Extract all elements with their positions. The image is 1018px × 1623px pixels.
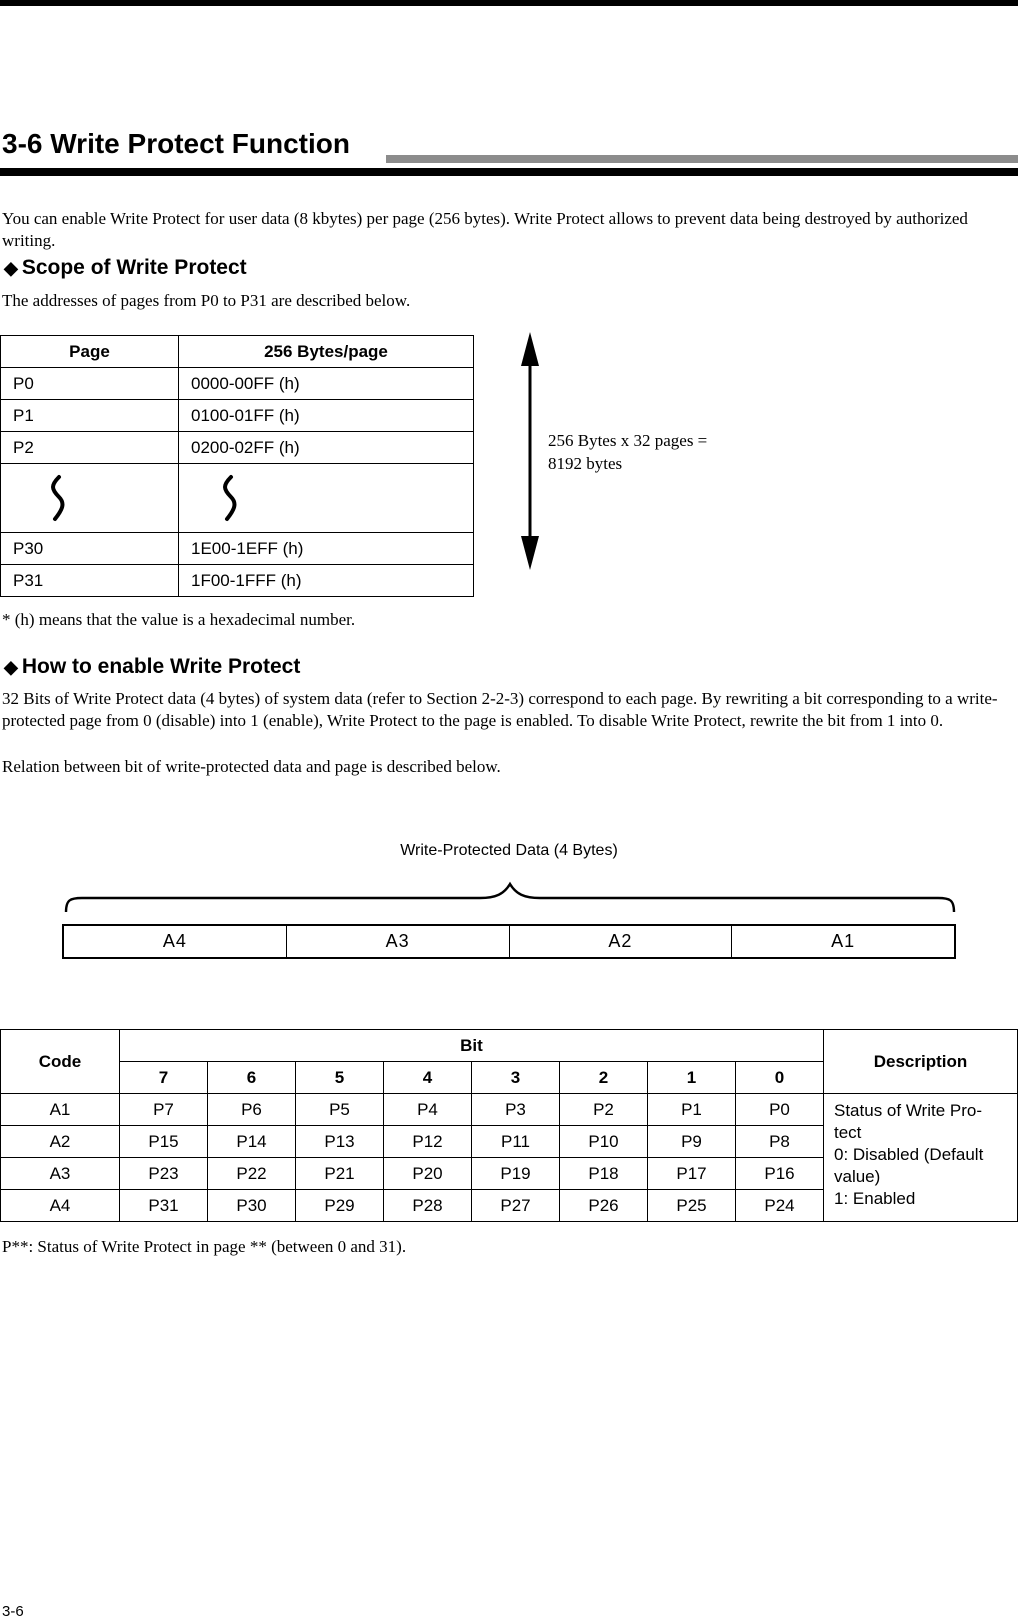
diamond-bullet-icon: ◆ (4, 657, 18, 677)
page-bit-cell: P28 (384, 1190, 472, 1222)
page-bit-cell: P24 (736, 1190, 824, 1222)
page-bit-cell: P16 (736, 1158, 824, 1190)
address-cell: 1E00-1EFF (h) (179, 533, 474, 565)
table-row (1, 368, 474, 400)
address-cell: 0200-02FF (h) (179, 432, 474, 464)
scope-description: The addresses of pages from P0 to P31 are described below. (2, 291, 411, 310)
description-cell (824, 1094, 1018, 1222)
relation-paragraph: Relation between bit of write-protected data and page is described below. (2, 757, 501, 776)
code-header: Code (1, 1030, 120, 1094)
description-line: tect (834, 1123, 862, 1142)
bit-number: 2 (560, 1062, 648, 1094)
bit-number: 3 (472, 1062, 560, 1094)
page-bit-cell: P21 (296, 1158, 384, 1190)
table-row (1, 533, 474, 565)
total-size-line1: 256 Bytes x 32 pages = (548, 431, 708, 450)
code-cell: A1 (1, 1094, 120, 1126)
table-row-ellipsis (1, 464, 474, 533)
page-bit-cell: P25 (648, 1190, 736, 1222)
ellipsis-cell (179, 464, 474, 533)
bit-number: 1 (648, 1062, 736, 1094)
total-size-line2: 8192 bytes (548, 454, 623, 473)
page-number: 3-6 (2, 1603, 24, 1620)
page-bit-cell: P13 (296, 1126, 384, 1158)
bit-number: 0 (736, 1062, 824, 1094)
diamond-bullet-icon: ◆ (4, 258, 18, 278)
bit-table-footnote: P**: Status of Write Protect in page ** (between 0 and 31). (2, 1237, 407, 1256)
page-bit-cell: P8 (736, 1126, 824, 1158)
scope-heading (4, 256, 247, 280)
page-bit-cell: P31 (120, 1190, 208, 1222)
page-bit-cell: P19 (472, 1158, 560, 1190)
table-header-row (1, 336, 474, 368)
page-bit-cell: P10 (560, 1126, 648, 1158)
page-bit-cell: P29 (296, 1190, 384, 1222)
description-line: 1: Enabled (834, 1189, 916, 1208)
double-arrow-icon (515, 332, 545, 570)
page-bit-cell: P17 (648, 1158, 736, 1190)
page-bit-cell: P7 (120, 1094, 208, 1126)
bit-number: 4 (384, 1062, 472, 1094)
page-bit-cell: P0 (736, 1094, 824, 1126)
page-bit-cell: P6 (208, 1094, 296, 1126)
bytes-diagram-box (62, 924, 956, 959)
page-bit-cell: P5 (296, 1094, 384, 1126)
page-bit-cell: P9 (648, 1126, 736, 1158)
byte-segment: A3 (286, 926, 509, 957)
address-cell: 0000-00FF (h) (179, 368, 474, 400)
section-title: 3-6 Write Protect Function (2, 128, 350, 159)
page-bit-cell: P12 (384, 1126, 472, 1158)
page-cell: P31 (1, 565, 179, 597)
bit-header: Bit (120, 1030, 824, 1062)
page-bit-cell: P3 (472, 1094, 560, 1126)
page-bit-cell: P22 (208, 1158, 296, 1190)
page-bit-cell: P30 (208, 1190, 296, 1222)
brace-icon (60, 880, 960, 914)
hex-note: * (h) means that the value is a hexadecimal number. (2, 610, 356, 629)
bit-page-table (0, 1029, 1018, 1222)
enable-paragraph: 32 Bits of Write Protect data (4 bytes) of system data (refer to Section 2-2-3) correspond to each page. By rewriting a bit corresponding to a write-protected page from 0 (disable) into 1 (enable), Write Protect to the page is enabled. To disable Write Protect, rewrite the bit from 1 into 0. (2, 689, 998, 730)
page-bit-cell: P4 (384, 1094, 472, 1126)
column-header-bytes: 256 Bytes/page (179, 336, 474, 368)
vertical-ellipsis-icon (209, 473, 249, 523)
table-row (1, 432, 474, 464)
address-cell: 1F00-1FFF (h) (179, 565, 474, 597)
bit-header-row (1, 1030, 1018, 1062)
page-bit-cell: P2 (560, 1094, 648, 1126)
address-cell: 0100-01FF (h) (179, 400, 474, 432)
page-bit-cell: P20 (384, 1158, 472, 1190)
vertical-ellipsis-icon (37, 473, 77, 523)
description-header: Description (824, 1030, 1018, 1094)
byte-segment: A2 (509, 926, 732, 957)
top-rule (0, 0, 1018, 6)
description-line: value) (834, 1167, 881, 1186)
enable-heading (4, 655, 300, 679)
description-line: Status of Write Pro- (834, 1101, 983, 1120)
page-bit-cell: P23 (120, 1158, 208, 1190)
page-cell: P1 (1, 400, 179, 432)
page-bit-cell: P11 (472, 1126, 560, 1158)
title-rule-black (0, 168, 1018, 176)
column-header-page: Page (1, 336, 179, 368)
page-address-table (0, 335, 474, 597)
byte-segment: A1 (731, 926, 954, 957)
table-row (1, 400, 474, 432)
ellipsis-cell (1, 464, 179, 533)
byte-segment: A4 (162, 931, 187, 951)
description-line: 0: Disabled (Default (834, 1145, 984, 1164)
code-cell: A3 (1, 1158, 120, 1190)
page-cell: P30 (1, 533, 179, 565)
intro-paragraph: You can enable Write Protect for user data (8 kbytes) per page (256 bytes). Write Protect allows to prevent data being destroyed by authorized writing. (2, 209, 968, 250)
table-row (1, 565, 474, 597)
table-row (1, 1094, 1018, 1126)
page-bit-cell: P27 (472, 1190, 560, 1222)
bit-number: 6 (208, 1062, 296, 1094)
scope-heading-text: Scope of Write Protect (21, 256, 247, 279)
title-rule-gray (386, 155, 1018, 163)
page-bit-cell: P1 (648, 1094, 736, 1126)
code-cell: A4 (1, 1190, 120, 1222)
bit-number: 5 (296, 1062, 384, 1094)
page-cell: P0 (1, 368, 179, 400)
page-bit-cell: P26 (560, 1190, 648, 1222)
page-cell: P2 (1, 432, 179, 464)
bit-number: 7 (120, 1062, 208, 1094)
code-cell: A2 (1, 1126, 120, 1158)
enable-heading-text: How to enable Write Protect (21, 655, 301, 678)
page-bit-cell: P14 (208, 1126, 296, 1158)
bytes-diagram-label: Write-Protected Data (4 Bytes) (400, 842, 618, 859)
page-bit-cell: P15 (120, 1126, 208, 1158)
page-bit-cell: P18 (560, 1158, 648, 1190)
